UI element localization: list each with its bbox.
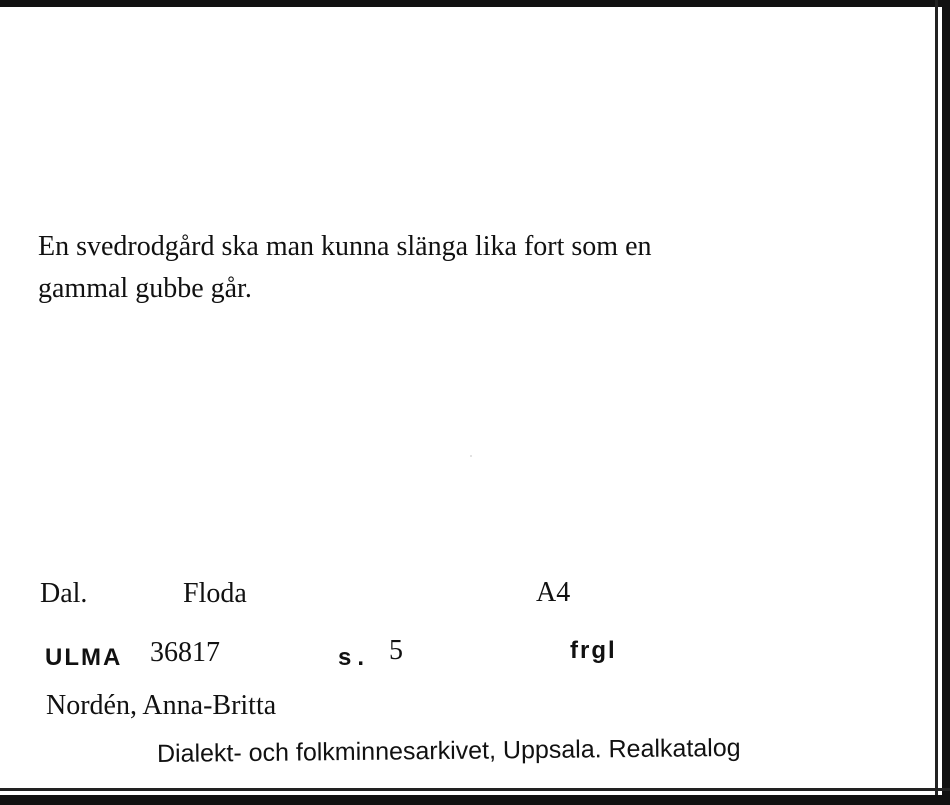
paper-speck	[470, 455, 472, 457]
card-border-bottom-inner	[0, 788, 950, 791]
card-border-right	[942, 0, 950, 805]
card-border-bottom	[0, 795, 950, 805]
code: A4	[536, 577, 571, 608]
card-main-text	[38, 226, 818, 310]
landskap: Dal.	[40, 578, 88, 609]
socken: Floda	[183, 578, 247, 609]
main-text-line-1: En svedrodgård ska man kunna slänga lika fort som en	[38, 231, 652, 262]
archive-number: 36817	[150, 637, 220, 668]
informant: Nordén, Anna-Britta	[46, 690, 277, 721]
archive-footer: Dialekt- och folkminnesarkivet, Uppsala. Realkatalog	[156, 733, 741, 768]
record-type: frgl	[570, 637, 617, 664]
page-label: s.	[338, 644, 371, 671]
page-number: 5	[389, 635, 403, 666]
card-border-top	[0, 0, 950, 7]
main-text-line-2: gammal gubbe går.	[38, 273, 252, 304]
archive-label: ULMA	[45, 644, 123, 671]
card-border-right-inner	[935, 0, 938, 805]
